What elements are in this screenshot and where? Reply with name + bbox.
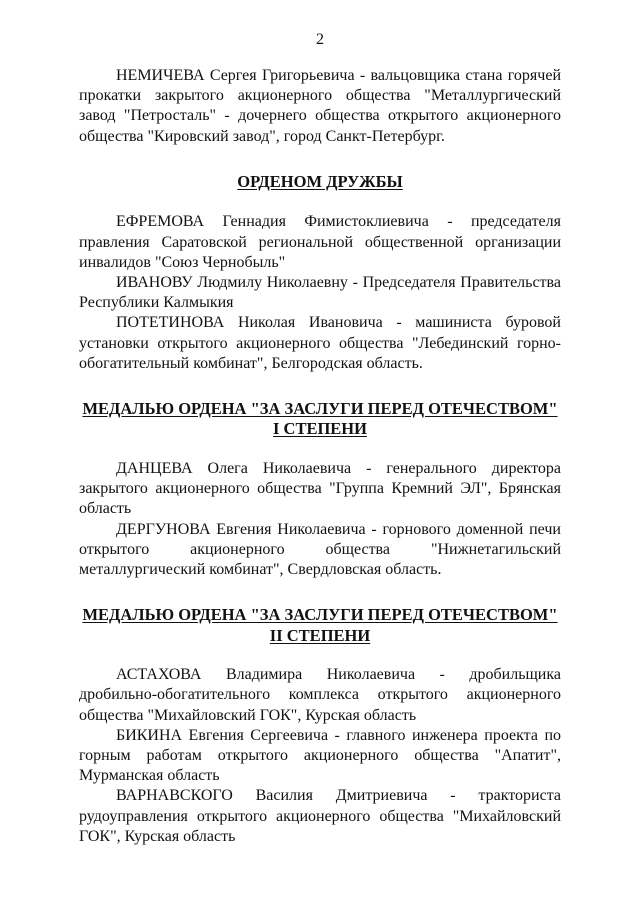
section-title-line: ОРДЕНОМ ДРУЖБЫ <box>237 171 403 191</box>
award-entry: ПОТЕТИНОВА Николая Ивановича - машиниста буровой установки открытого акционерного общества "Лебединский горно-обогатительный комбинат", Белгородская область. <box>79 314 561 372</box>
section-title-order-of-friendship <box>79 172 561 193</box>
award-entry: НЕМИЧЕВА Сергея Григорьевича - вальцовщика стана горячей прокатки закрытого акционерного общества "Металлургический завод "Петросталь" - дочернего общества открытого акционерного общества "Кировский завод", город Санкт-Петербург. <box>79 67 561 145</box>
award-entry: ВАРНАВСКОГО Василия Дмитриевича - тракториста рудоуправления открытого акционерного общества "Михайловский ГОК", Курская область <box>79 787 561 845</box>
award-entry: АСТАХОВА Владимира Николаевича - дробильщика дробильно-обогатительного комплекса открытого акционерного общества "Михайловский ГОК", Курская область <box>79 666 561 724</box>
section-title-medal-first-degree <box>79 399 561 440</box>
document-body <box>79 66 561 847</box>
page-number: 2 <box>316 31 324 48</box>
section-title-line: МЕДАЛЬЮ ОРДЕНА "ЗА ЗАСЛУГИ ПЕРЕД ОТЕЧЕСТВОМ" <box>82 398 558 418</box>
section-title-line: МЕДАЛЬЮ ОРДЕНА "ЗА ЗАСЛУГИ ПЕРЕД ОТЕЧЕСТВОМ" <box>82 605 558 625</box>
section-title-medal-second-degree <box>79 605 561 646</box>
award-entry: ИВАНОВУ Людмилу Николаевну - Председателя Правительства Республики Калмыкия <box>79 273 561 312</box>
award-entry: ЕФРЕМОВА Геннадия Фимистоклиевича - председателя правления Саратовской региональной общественной организации инвалидов "Союз Чернобыль" <box>79 213 561 271</box>
section-title-line: I СТЕПЕНИ <box>273 419 367 439</box>
section-title-line: II СТЕПЕНИ <box>269 625 371 645</box>
award-entry: БИКИНА Евгения Сергеевича - главного инженера проекта по горным работам открытого акционерного общества "Апатит", Мурманская область <box>79 726 561 785</box>
award-entry: ДЕРГУНОВА Евгения Николаевича - горнового доменной печи открытого акционерного общества "Нижнетагильский металлургический комбинат", Свердловская область. <box>79 520 561 578</box>
award-entry: ДАНЦЕВА Олега Николаевича - генерального директора закрытого акционерного общества "Группа Кремний ЭЛ", Брянская область <box>79 459 561 518</box>
